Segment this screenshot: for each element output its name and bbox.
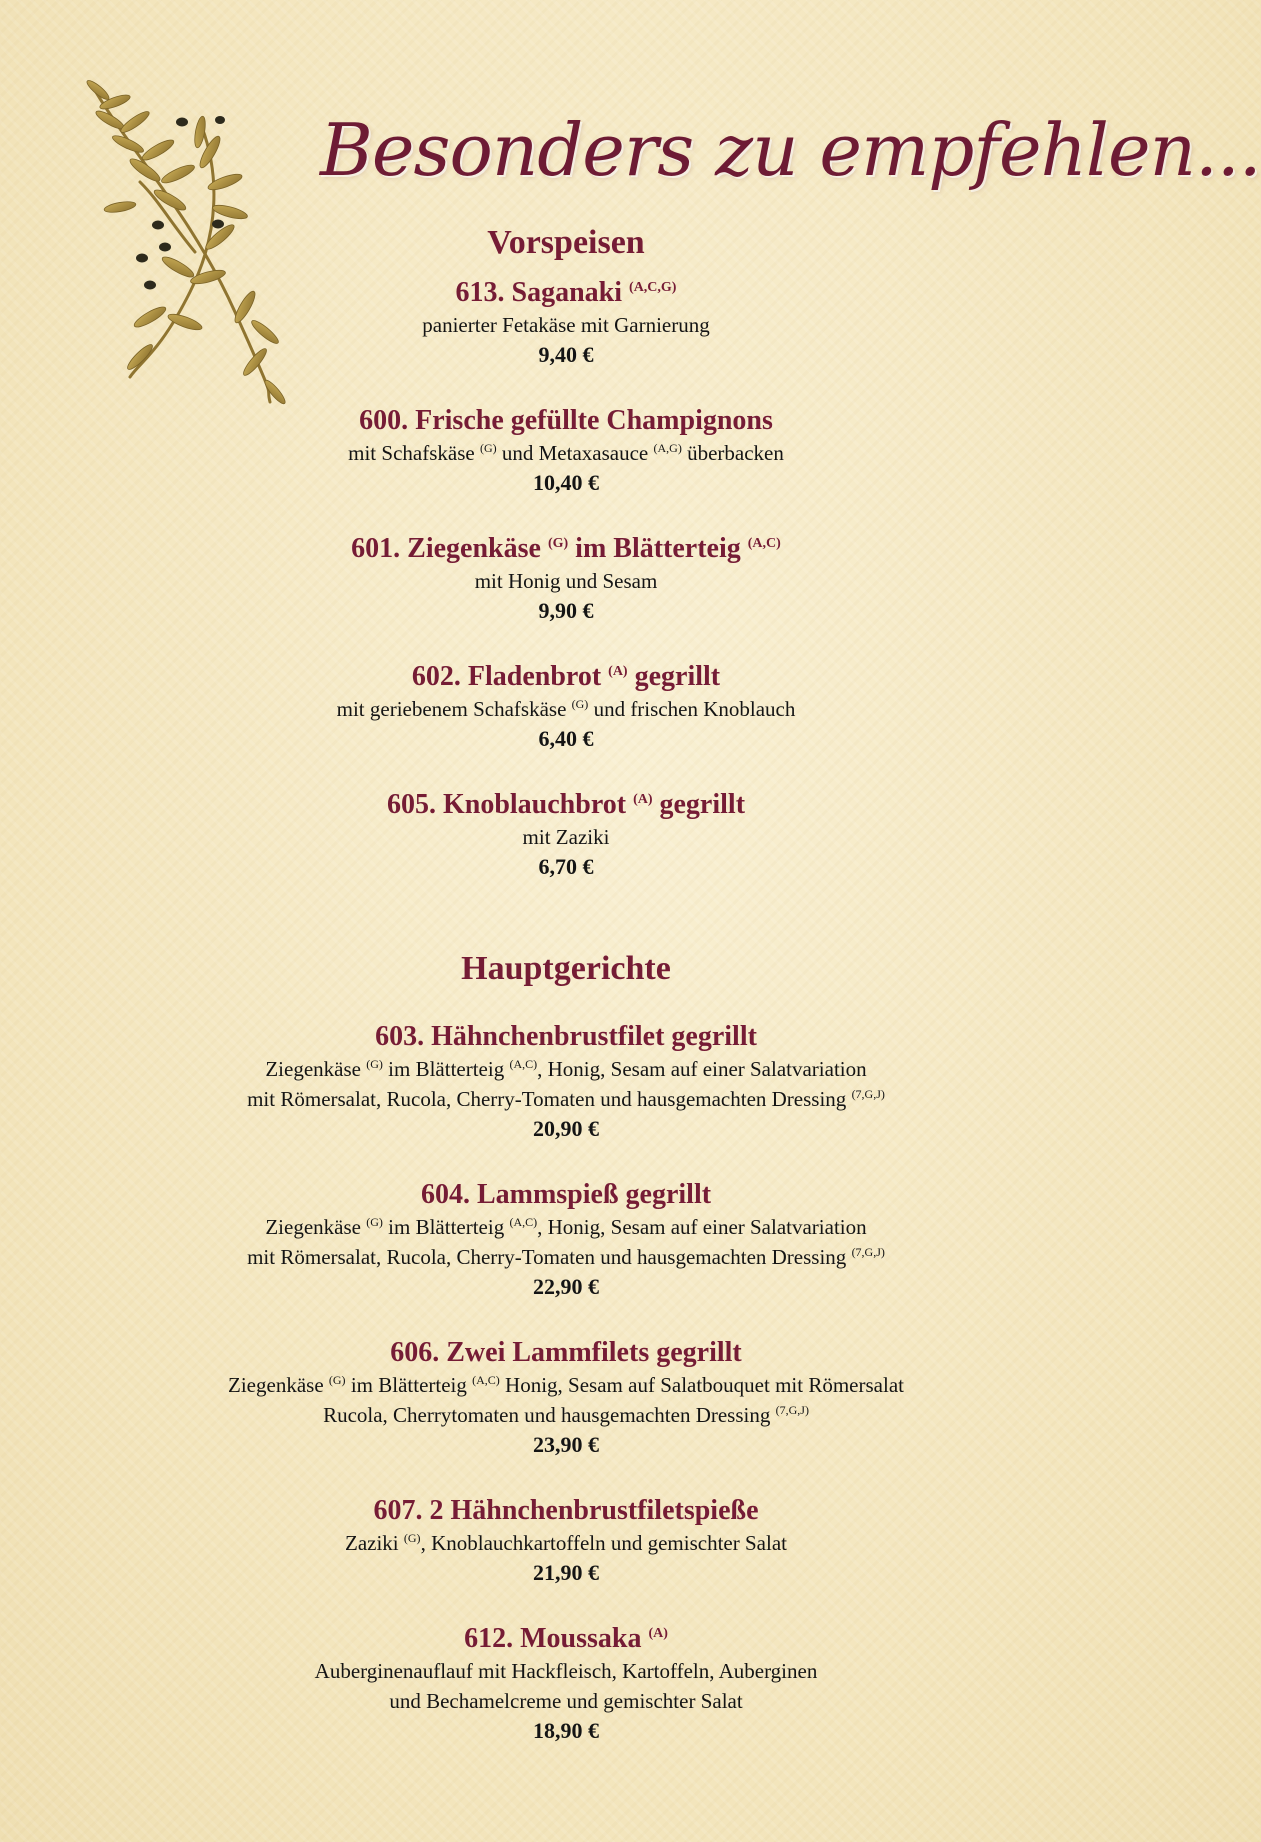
menu-item (0, 1494, 1132, 1588)
item-description: panierter Fetakäse mit Garnierung (422, 313, 710, 337)
allergen-code: (G) (366, 1057, 383, 1071)
item-description: mit Römersalat, Rucola, Cherry-Tomaten und hausgemachten Dressing $^{(7,G,J)}$ (247, 1087, 885, 1111)
allergen-code: (A,C) (747, 536, 781, 551)
menu-item (0, 532, 1132, 626)
allergen-code: (G) (571, 697, 589, 711)
item-price: 22,90 € (533, 1274, 599, 1299)
allergen-code: (A) (608, 664, 628, 679)
item-description: mit Römersalat, Rucola, Cherry-Tomaten und hausgemachten Dressing $^{(7,G,J)}$ (247, 1245, 885, 1269)
item-description: Ziegenkäse $^{(G)}$ im Blätterteig $^{(A,C)}$, Honig, Sesam auf einer Salatvariation (265, 1215, 867, 1239)
allergen-code: (G) (366, 1215, 383, 1229)
item-price: 6,40 € (538, 726, 594, 751)
item-price: 10,40 € (533, 470, 599, 495)
menu-item (0, 404, 1132, 498)
allergen-code: (7,G,J) (775, 1403, 809, 1417)
item-description: Ziegenkäse $^{(G)}$ im Blätterteig $^{(A,C)}$ Honig, Sesam auf Salatbouquet mit Römersalat (228, 1373, 904, 1397)
item-price: 9,90 € (538, 598, 594, 623)
allergen-code: (A) (648, 1626, 668, 1641)
menu-item (0, 1336, 1132, 1460)
allergen-code: (G) (328, 1373, 346, 1387)
allergen-code: (A,C) (509, 1057, 538, 1071)
item-name: 600. Frische gefüllte Champignons (359, 405, 773, 436)
item-description: mit Honig und Sesam (474, 569, 658, 593)
item-name: 612. Moussaka $^{(A)}$ (464, 1623, 668, 1654)
item-price: 20,90 € (533, 1116, 599, 1141)
item-price: 18,90 € (533, 1718, 599, 1743)
item-description: mit Schafskäse $^{(G)}$ und Metaxasauce $^{(A,G)}$ überbacken (348, 441, 784, 465)
item-description: mit Zaziki (522, 825, 610, 849)
allergen-code: (A,C,G) (629, 280, 677, 295)
section-title: Vorspeisen (487, 224, 645, 261)
item-name: 605. Knoblauchbrot $^{(A)}$ gegrillt (386, 789, 746, 820)
item-name: 606. Zwei Lammfilets gegrillt (390, 1337, 742, 1368)
allergen-code: (7,G,J) (851, 1245, 885, 1259)
item-description: mit geriebenem Schafskäse $^{(G)}$ und frischen Knoblauch (336, 697, 796, 721)
item-name: 613. Saganaki $^{(A,C,G)}$ (455, 277, 677, 308)
section-vorspeisen (0, 218, 1132, 882)
allergen-code: (G) (403, 1531, 421, 1545)
menu-item (0, 788, 1132, 882)
item-price: 6,70 € (538, 854, 594, 879)
item-name: 603. Hähnchenbrustfilet gegrillt (375, 1021, 757, 1052)
allergen-code: (A,C) (472, 1373, 500, 1387)
item-price: 9,40 € (538, 342, 594, 367)
menu-item (0, 1178, 1132, 1302)
section-title: Hauptgerichte (461, 950, 671, 987)
allergen-code: (A,C) (509, 1215, 538, 1229)
item-name: 601. Ziegenkäse $^{(G)}$ im Blätterteig $^{(A,C)}$ (351, 533, 781, 564)
item-description: und Bechamelcreme und gemischter Salat (389, 1689, 743, 1713)
item-description: Zaziki $^{(G)}$, Knoblauchkartoffeln und gemischter Salat (345, 1531, 787, 1555)
item-name: 607. 2 Hähnchenbrustfiletspieße (373, 1495, 759, 1526)
item-price: 21,90 € (533, 1560, 599, 1585)
item-description: Ziegenkäse $^{(G)}$ im Blätterteig $^{(A,C)}$, Honig, Sesam auf einer Salatvariation (265, 1057, 867, 1081)
page-title: Besonders zu empfehlen... (320, 108, 1261, 192)
item-description: Auberginenauflauf mit Hackfleisch, Kartoffeln, Auberginen (314, 1659, 818, 1683)
allergen-code: (G) (479, 441, 497, 455)
item-price: 23,90 € (533, 1432, 599, 1457)
menu-item (0, 1622, 1132, 1746)
item-name: 604. Lammspieß gegrillt (420, 1179, 712, 1210)
allergen-code: (A) (633, 792, 653, 807)
item-description: Rucola, Cherrytomaten und hausgemachten Dressing $^{(7,G,J)}$ (323, 1403, 809, 1427)
allergen-code: (7,G,J) (851, 1087, 885, 1101)
menu-item (0, 660, 1132, 754)
allergen-code: (G) (547, 536, 569, 551)
menu-item (0, 276, 1132, 370)
item-name: 602. Fladenbrot $^{(A)}$ gegrillt (411, 661, 721, 692)
menu-item (0, 1020, 1132, 1144)
section-hauptgerichte (0, 944, 1132, 1746)
allergen-code: (A,G) (653, 441, 682, 455)
